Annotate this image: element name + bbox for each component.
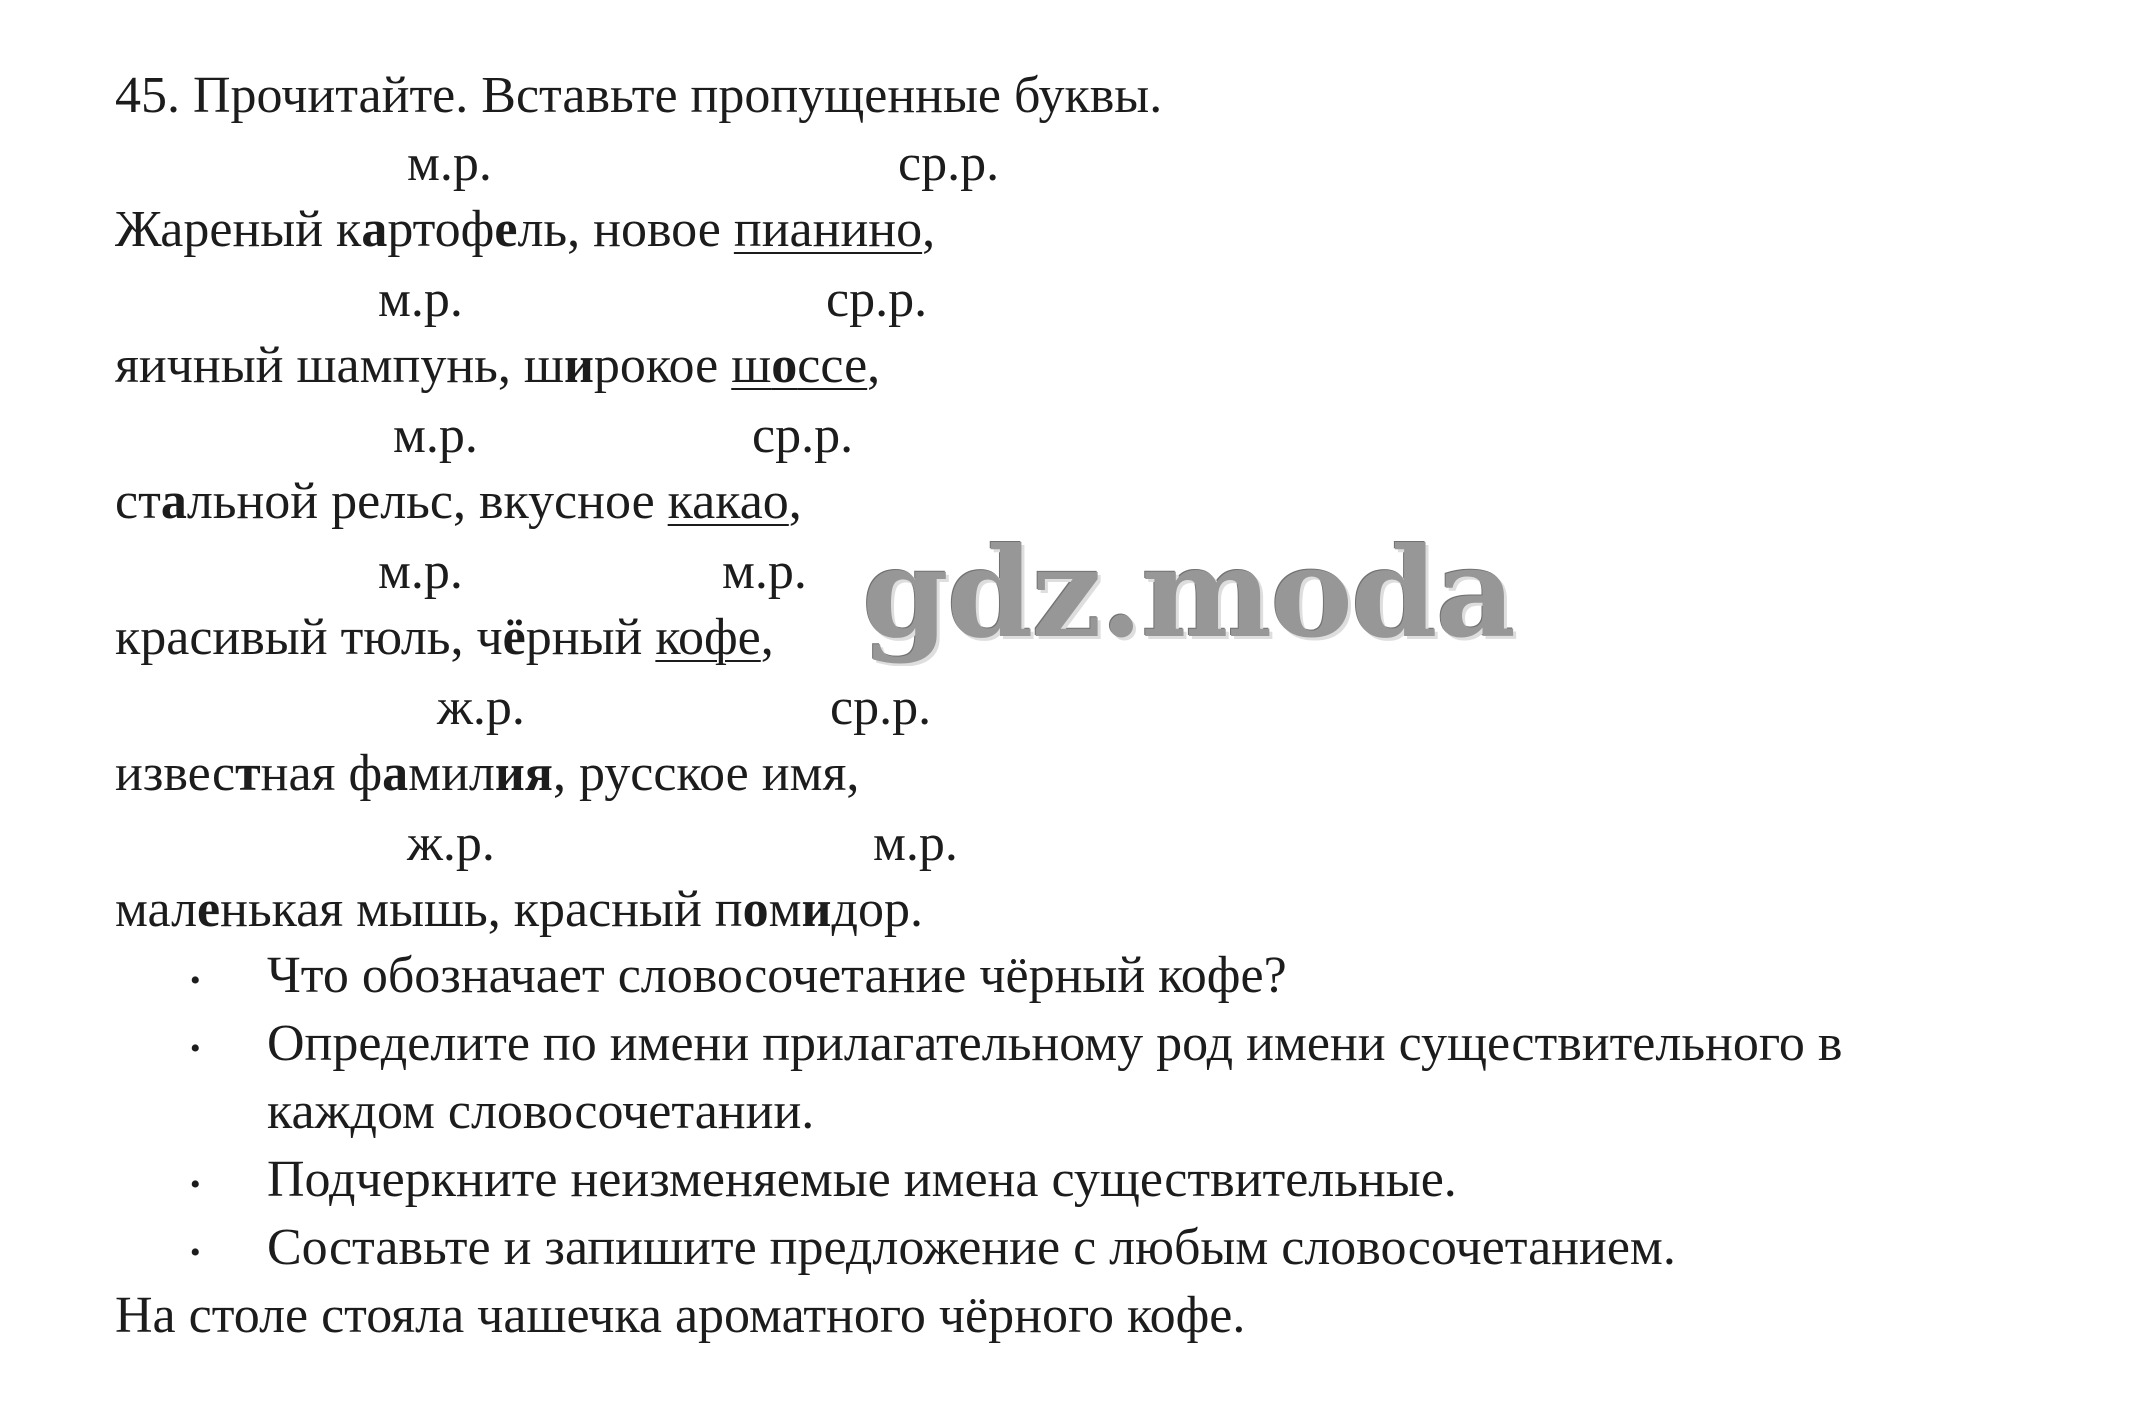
inserted-letter: и (801, 881, 832, 938)
gender-label: м.р. (378, 271, 463, 328)
phrase-line: Жареный картофель, новое пианино, (115, 201, 936, 258)
question-item: Определите по имени прилагательному род имени существительного в (267, 1015, 1843, 1072)
gender-label: ж.р. (407, 815, 495, 872)
gender-label: м.р. (407, 135, 492, 192)
inserted-letter: е (494, 201, 518, 258)
bullet-icon: • (190, 1236, 201, 1269)
inserted-letter: и (563, 337, 594, 394)
inserted-letter: а (382, 745, 409, 802)
answer-sentence: На столе стояла чашечка ароматного чёрного кофе. (115, 1287, 1246, 1344)
phrase-line: красивый тюль, чёрный кофе, (115, 609, 774, 666)
phrase-line: маленькая мышь, красный помидор. (115, 881, 923, 938)
gender-label: ср.р. (830, 679, 932, 736)
inserted-letter: е (197, 881, 221, 938)
gender-label: м.р. (393, 407, 478, 464)
phrase-line: стальной рельс, вкусное какао, (115, 473, 802, 530)
inserted-letter: а (361, 201, 388, 258)
indeclinable-noun: шоссе (731, 337, 868, 394)
gender-label: ж.р. (437, 679, 525, 736)
gender-label: ср.р. (752, 407, 854, 464)
question-item: Составьте и запишите предложение с любым словосочетанием. (267, 1219, 1676, 1276)
question-item: Что обозначает словосочетание чёрный кофе? (267, 947, 1287, 1004)
inserted-letter: о (742, 881, 769, 938)
indeclinable-noun: пианино (733, 201, 923, 258)
question-item: Подчеркните неизменяемые имена существительные. (267, 1151, 1457, 1208)
gender-label: ср.р. (898, 135, 1000, 192)
inserted-letter: т (235, 745, 261, 802)
bullet-icon: • (190, 1168, 201, 1201)
indeclinable-noun: кофе (655, 609, 761, 666)
inserted-letter: о (771, 337, 798, 394)
exercise-title: 45. Прочитайте. Вставьте пропущенные буквы. (115, 67, 1163, 124)
phrase-line: известная фамилия, русское имя, (115, 745, 860, 802)
bullet-icon: • (190, 964, 201, 997)
gender-label: м.р. (873, 815, 958, 872)
inserted-letter: ия (494, 745, 553, 802)
inserted-letter: а (160, 473, 187, 530)
gender-label: м.р. (722, 543, 807, 600)
watermark-logo: gdz.moda (862, 521, 1514, 666)
question-item-continued: каждом словосочетании. (267, 1083, 815, 1140)
gender-label: м.р. (378, 543, 463, 600)
phrase-line: яичный шампунь, широкое шоссе, (115, 337, 881, 394)
gender-label: ср.р. (826, 271, 928, 328)
bullet-icon: • (190, 1032, 201, 1065)
inserted-letter: ё (502, 609, 526, 666)
indeclinable-noun: какао (667, 473, 789, 530)
